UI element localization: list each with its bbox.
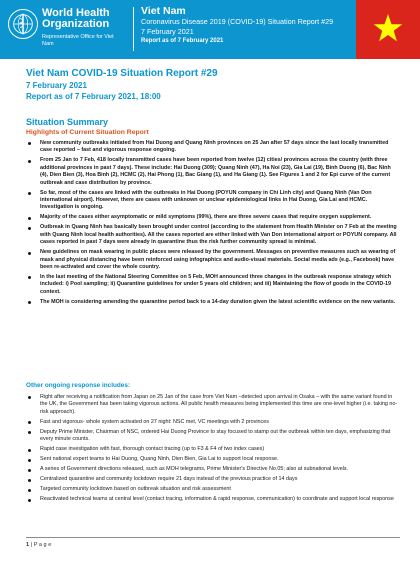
list-item: Targeted community lockdown based on outbreak situation and risk assessment	[26, 486, 400, 493]
list-item: Right after receiving a notification from Japan on 25 Jan of the case from Viet Nam –detected upon arrival in Osaka – with the same variant found in the UK, the Government has been taking vigorous actions. All public health measures being implemented this time are one-level higher (i.e. taking no-risk approach).	[26, 394, 400, 416]
list-item: Rapid case investigation with fast, thorough contact tracing (up to F3 & F4 of two index cases)	[26, 446, 400, 453]
page-title: Viet Nam COVID-19 Situation Report #29	[26, 68, 218, 79]
page-number: 1	[26, 542, 30, 548]
list-item: Deputy Prime Minister, Chairman of NSC, ordered Hai Duong Province to stay focused to stamp out the outbreak within ten days, emphasizing that every minute counts.	[26, 429, 400, 444]
list-item: New community outbreaks initiated from Hai Duong and Quang Ninh provinces on 25 Jan after 57 days since the last locally transmitted case reported – fast and vigorous response ongoing.	[26, 140, 400, 155]
flag-star-icon	[372, 13, 404, 45]
list-item: In the last meeting of the National Steering Committee on 5 Feb, MOH announced three changes in the outbreak response strategy which included: i) Pool sampling; ii) Quarantine guidelines for under 5 years old children; and iii) Maintaining the flow of goods in the COVID-19 context.	[26, 274, 400, 296]
header-text	[141, 5, 333, 46]
report-asof: Report as of 7 February 2021, 18:00	[26, 92, 161, 101]
header-country: Viet Nam	[141, 5, 186, 17]
list-item: Majority of the cases either asymptomatic or mild symptoms (99%), there are three severe cases that require oxygen supplement.	[26, 214, 400, 221]
list-item: Reactivated technical teams at central level (contact tracing, information & rapid response, communication) to coordinate and support local response	[26, 496, 400, 503]
list-item: The MOH is considering amending the quarantine period back to a 14-day duration given the latest scientific evidence on the new variants.	[26, 299, 400, 306]
org-subtitle: Representative Office for Viet Nam	[42, 34, 114, 47]
header-date: 7 February 2021	[141, 27, 194, 36]
list-item: A series of Government directions released, such as MOH telegrams, Prime Minister's Directive No.05; also at subnational levels.	[26, 466, 400, 473]
report-header	[0, 0, 420, 59]
list-item: Fast and vigorous- whole system activated on 27 night: NSC met, VC meetings with 2 provinces	[26, 419, 400, 426]
header-report-title: Coronavirus Disease 2019 (COVID-19) Situation Report #29	[141, 17, 334, 26]
list-item: Outbreak in Quang Ninh has basically been brought under control (according to the statement from Health Minister on 7 Feb at the meeting with Quang Ninh local health authorities). All the cases reported are either linked with Van Don international airport or POYUN company. All cases reported in past 7 days were already in quarantine thus the risk further community spread is minimal.	[26, 224, 400, 246]
header-report-asof: Report as of 7 February 2021	[141, 38, 224, 44]
org-block	[42, 8, 132, 47]
page-footer	[26, 542, 51, 548]
header-divider	[133, 7, 134, 51]
vietnam-flag-icon	[356, 0, 420, 59]
list-item: From 25 Jan to 7 Feb, 418 locally transmitted cases have been reported from twelve (12) cities/ provinces across the country (with three additional provinces in past 7 days). These include: Hai Duong (309); Quang Ninh (47), Ha Noi (23), Gia Lai (19), Binh Duong (6), Bac Ninh (4), Dien Bien (3), Hoa Binh (2), HCMC (2), Hai Phong (1), Bac Giang (1), and Ha Giang (1). See Figures 1 and 2 for Epi curve of the current outbreak and case distribution by province.	[26, 157, 400, 187]
footer-divider	[26, 537, 400, 538]
list-item: New guidelines on mask wearing in public places were released by the government. Messages on preventive measures such as wearing of mask and physical distancing have been reinforced using infographics and audio-visual materials. Social media ads (e.g., Facebook) have been re-activated and cover the whole country.	[26, 249, 400, 271]
report-title-block	[26, 67, 218, 102]
highlights-heading: Highlights of Current Situation Report	[26, 129, 149, 136]
list-item: Sent national expert teams to Hai Duong, Quang Ninh, Dien Bien, Gia Lai to support local response.	[26, 456, 400, 463]
who-emblem-icon	[8, 9, 38, 39]
page-label: | P a g e	[30, 542, 52, 548]
org-name: World Health Organization	[42, 7, 110, 30]
other-response-heading: Other ongoing response includes:	[26, 382, 131, 389]
list-item: Centralized quarantine and community lockdown require 21 days instead of the previous practice of 14 days	[26, 476, 400, 483]
highlights-list	[26, 140, 400, 309]
report-date: 7 February 2021	[26, 81, 87, 90]
situation-summary-heading: Situation Summary	[26, 117, 109, 127]
list-item: So far, most of the cases are linked with the outbreaks in Hai Duong (POYUN company in Chi Linh city) and Quang Ninh (Van Don international airport). However, there are cases with unknown or unclear epidemiological links in Hai Duong, Gia Lai and HCMC. Investigation is ongoing.	[26, 190, 400, 212]
other-response-list	[26, 394, 400, 506]
